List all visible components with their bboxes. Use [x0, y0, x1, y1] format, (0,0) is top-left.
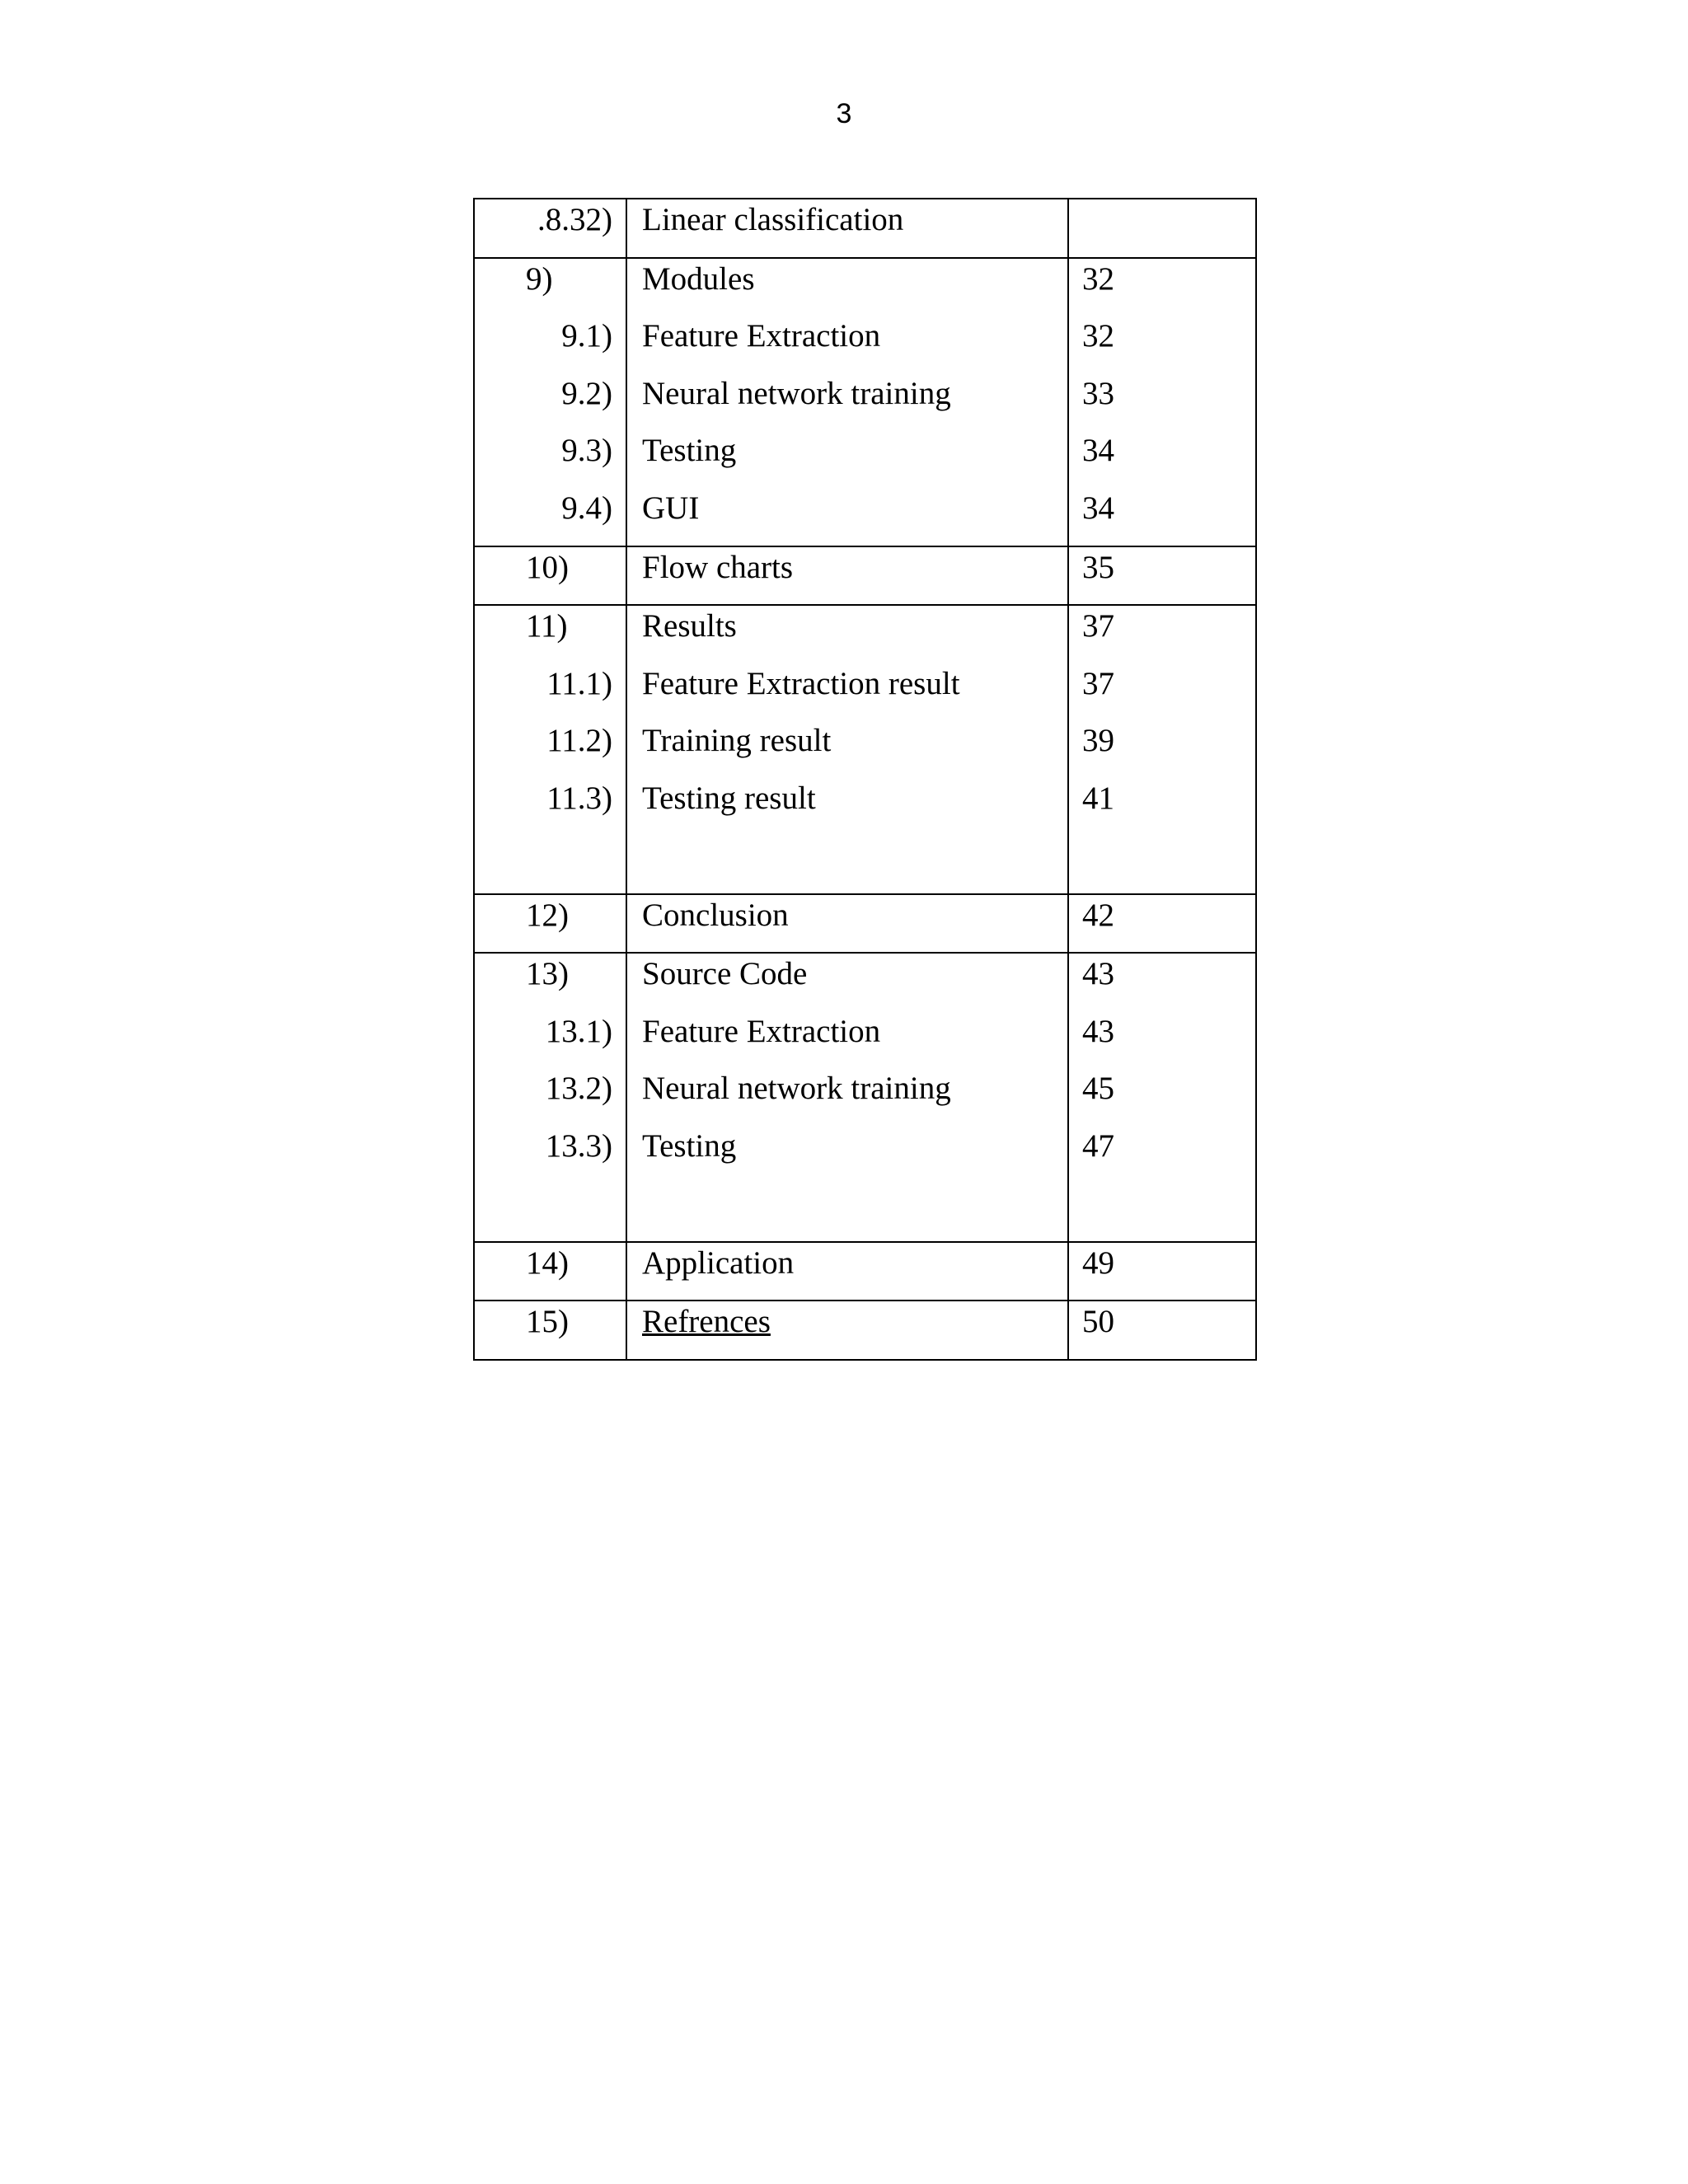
toc-entry-number: 13.3) [545, 1127, 612, 1164]
toc-title-column [627, 954, 1069, 1240]
toc-entry-title [627, 488, 1067, 546]
toc-entry-page: 32 [1082, 318, 1114, 354]
toc-entry-title-text: Flow charts [642, 549, 794, 585]
toc-title-column [627, 259, 1069, 546]
toc-entry-number: 13.2) [545, 1071, 612, 1107]
toc-entry-page: 32 [1082, 260, 1114, 297]
toc-section [475, 199, 1255, 257]
toc-entry-title [627, 1243, 1067, 1301]
toc-entry-page [1069, 199, 1255, 257]
toc-entry-page: 41 [1082, 780, 1114, 816]
toc-entry-title [627, 373, 1067, 431]
toc-entry-title [627, 895, 1067, 953]
toc-entry-title [627, 199, 1067, 257]
toc-number-column [475, 606, 627, 893]
toc-entry-number: 9) [526, 260, 553, 297]
toc-section [475, 952, 1255, 1240]
toc-title-column [627, 1301, 1069, 1359]
toc-entry-title-text: Modules [642, 260, 755, 297]
toc-entry-title-text: Training result [642, 723, 832, 759]
toc-entry-page: 33 [1082, 375, 1114, 411]
toc-entry-number: 12) [526, 897, 569, 933]
toc-entry-number: .8.32) [537, 202, 612, 237]
toc-entry-title-text: Application [642, 1244, 795, 1281]
toc-entry-title-text: GUI [642, 490, 700, 526]
toc-blank-space [627, 1183, 1067, 1241]
toc-section [475, 1300, 1255, 1359]
toc-entry-page: 35 [1082, 549, 1114, 585]
toc-section [475, 604, 1255, 893]
toc-entry-title-text: Neural network training [642, 375, 951, 411]
toc-entry-title-text: Results [642, 608, 737, 644]
toc-number-column [475, 259, 627, 546]
toc-entry-title-text: Feature Extraction [642, 1013, 881, 1049]
toc-entry-page: 45 [1082, 1071, 1114, 1107]
toc-number-column [475, 1243, 627, 1301]
toc-blank-space [1069, 836, 1255, 893]
toc-entry-title [627, 1068, 1067, 1126]
toc-entry-title-text: Feature Extraction result [642, 665, 960, 701]
toc-entry-title [627, 954, 1067, 1011]
toc-entry-title [627, 1301, 1067, 1359]
toc-title-column [627, 547, 1069, 605]
toc-entry-page: 39 [1082, 723, 1114, 759]
toc-entry-number: 9.2) [561, 375, 612, 411]
toc-entry-number: 11.3) [546, 780, 612, 816]
toc-entry-page: 50 [1082, 1304, 1114, 1340]
page-number: 3 [836, 98, 852, 129]
table-of-contents [473, 198, 1257, 1361]
toc-page-column [1069, 259, 1255, 546]
toc-entry-title [627, 316, 1067, 373]
toc-section [475, 1241, 1255, 1301]
toc-entry-title [627, 430, 1067, 488]
toc-entry-page: 42 [1082, 897, 1114, 933]
toc-entry-title [627, 1126, 1067, 1183]
toc-section [475, 893, 1255, 953]
toc-entry-number: 9.1) [561, 318, 612, 354]
toc-page-column [1069, 606, 1255, 893]
toc-page-column [1069, 895, 1255, 953]
toc-title-column [627, 895, 1069, 953]
toc-entry-title-text: Testing [642, 433, 737, 469]
toc-page-column [1069, 199, 1255, 257]
toc-entry-title [627, 259, 1067, 316]
toc-entry-title [627, 547, 1067, 605]
toc-title-column [627, 199, 1069, 257]
toc-entry-page: 37 [1082, 608, 1114, 644]
toc-section [475, 257, 1255, 546]
toc-blank-space [627, 836, 1067, 893]
toc-page-column [1069, 547, 1255, 605]
toc-entry-page: 43 [1082, 956, 1114, 992]
toc-entry-number: 9.4) [561, 490, 612, 526]
toc-entry-title-text: Testing [642, 1127, 737, 1164]
toc-entry-title-text: Refrences [642, 1304, 771, 1340]
toc-entry-title-text: Source Code [642, 956, 808, 992]
toc-entry-title [627, 1011, 1067, 1069]
toc-entry-number: 10) [526, 549, 569, 585]
toc-entry-number: 13.1) [545, 1013, 612, 1049]
toc-number-column [475, 954, 627, 1240]
toc-entry-page: 34 [1082, 490, 1114, 526]
toc-page-column [1069, 1243, 1255, 1301]
toc-entry-title-text: Conclusion [642, 897, 789, 933]
toc-entry-title-text: Linear classification [642, 202, 904, 237]
toc-number-column [475, 1301, 627, 1359]
toc-entry-number: 9.3) [561, 433, 612, 469]
toc-title-column [627, 606, 1069, 893]
toc-page-column [1069, 954, 1255, 1240]
toc-entry-page: 43 [1082, 1013, 1114, 1049]
toc-entry-title [627, 778, 1067, 836]
toc-entry-page: 34 [1082, 433, 1114, 469]
toc-entry-number: 13) [526, 956, 569, 992]
toc-entry-title [627, 663, 1067, 721]
toc-entry-title-text: Testing result [642, 780, 816, 816]
toc-blank-space [1069, 1183, 1255, 1241]
toc-blank-space [475, 836, 626, 893]
toc-number-column [475, 895, 627, 953]
toc-entry-title-text: Neural network training [642, 1071, 951, 1107]
toc-title-column [627, 1243, 1069, 1301]
toc-entry-number: 11.1) [546, 665, 612, 701]
toc-entry-page: 37 [1082, 665, 1114, 701]
toc-section [475, 546, 1255, 605]
toc-entry-number: 11) [526, 608, 568, 644]
toc-entry-number: 15) [526, 1304, 569, 1340]
toc-page-column [1069, 1301, 1255, 1359]
toc-blank-space [475, 1183, 626, 1241]
toc-entry-page: 47 [1082, 1127, 1114, 1164]
toc-number-column [475, 199, 627, 257]
toc-number-column [475, 547, 627, 605]
toc-entry-number: 11.2) [546, 723, 612, 759]
toc-entry-page: 49 [1082, 1244, 1114, 1281]
toc-entry-title [627, 720, 1067, 778]
toc-entry-title [627, 606, 1067, 663]
toc-entry-title-text: Feature Extraction [642, 318, 881, 354]
toc-entry-number: 14) [526, 1244, 569, 1281]
